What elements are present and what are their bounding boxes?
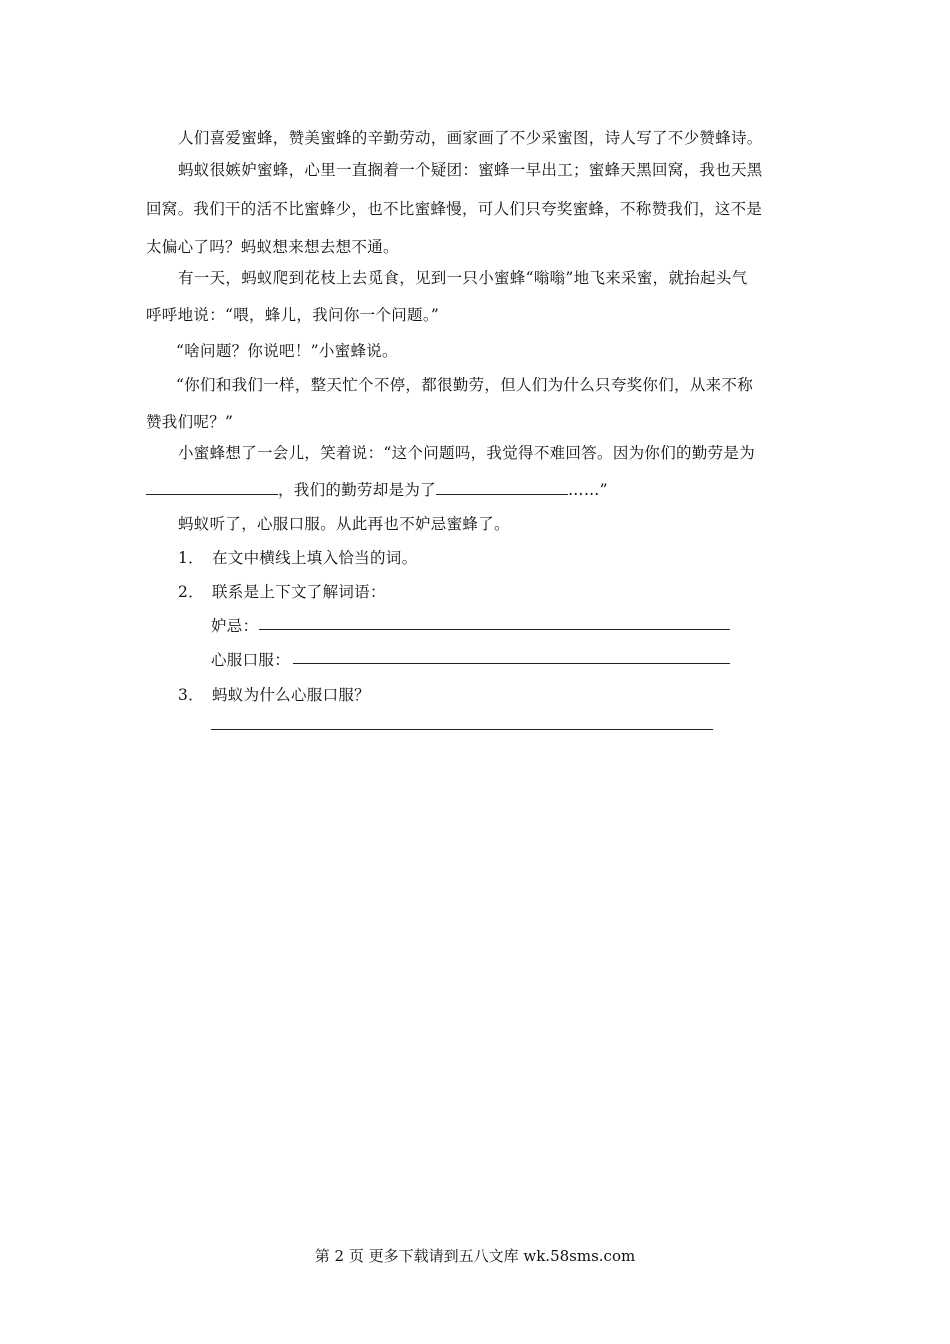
paragraph-5-line-2: 赞我们呢？” [146, 413, 234, 431]
question-3-answer-line[interactable] [211, 729, 713, 730]
question-2b-answer-line[interactable] [293, 663, 730, 664]
paragraph-7: 蚂蚁听了，心服口服。从此再也不妒忌蜜蜂了。 [178, 515, 510, 533]
question-1-number: 1． [178, 549, 204, 567]
fill-blank-2[interactable] [436, 479, 568, 495]
paragraph-5-line-1: “你们和我们一样，整天忙个不停，都很勤劳，但人们为什么只夸奖你们，从来不称 [176, 376, 754, 394]
paragraph-1: 人们喜爱蜜蜂，赞美蜜蜂的辛勤劳动，画家画了不少采蜜图，诗人写了不少赞蜂诗。 [178, 129, 763, 147]
question-2a-label: 妒忌： [211, 617, 259, 635]
question-2a-answer-line[interactable] [259, 629, 730, 630]
question-2 [178, 582, 386, 602]
paragraph-6-line-2 [146, 479, 608, 500]
paragraph-2-line-3: 太偏心了吗？蚂蚁想来想去想不通。 [146, 238, 399, 256]
paragraph-2-line-1: 蚂蚁很嫉妒蜜蜂，心里一直搁着一个疑团：蜜蜂一早出工；蜜蜂天黑回窝，我也天黑 [178, 161, 763, 179]
paragraph-6-line-1: 小蜜蜂想了一会儿，笑着说：“这个问题吗，我觉得不难回答。因为你们的勤劳是为 [178, 444, 756, 462]
question-3-text: 蚂蚁为什么心服口服？ [211, 686, 370, 704]
question-3 [178, 685, 370, 705]
paragraph-6-end-text: ……” [568, 481, 608, 499]
paragraph-6-mid-text: ，我们的勤劳却是为了 [278, 481, 437, 499]
question-1 [178, 548, 417, 568]
paragraph-3-line-2: 呼呼地说：“喂，蜂儿，我问你一个问题。” [146, 306, 440, 324]
paragraph-3-line-1: 有一天，蚂蚁爬到花枝上去觅食，见到一只小蜜蜂“嗡嗡”地飞来采蜜，就抬起头气 [178, 269, 748, 287]
question-1-text: 在文中横线上填入恰当的词。 [211, 549, 418, 567]
paragraph-2-line-2: 回窝。我们干的活不比蜜蜂少，也不比蜜蜂慢，可人们只夸奖蜜蜂，不称赞我们，这不是 [146, 200, 763, 218]
question-2-text: 联系是上下文了解词语： [211, 583, 386, 601]
paragraph-4: “啥问题？你说吧！”小蜜蜂说。 [176, 342, 398, 360]
question-2-number: 2． [178, 583, 204, 601]
page-footer: 第 2 页 更多下载请到五八文库 wk.58sms.com [314, 1247, 636, 1265]
fill-blank-1[interactable] [146, 479, 278, 495]
question-3-number: 3． [178, 686, 204, 704]
question-2b-label: 心服口服： [211, 651, 291, 669]
